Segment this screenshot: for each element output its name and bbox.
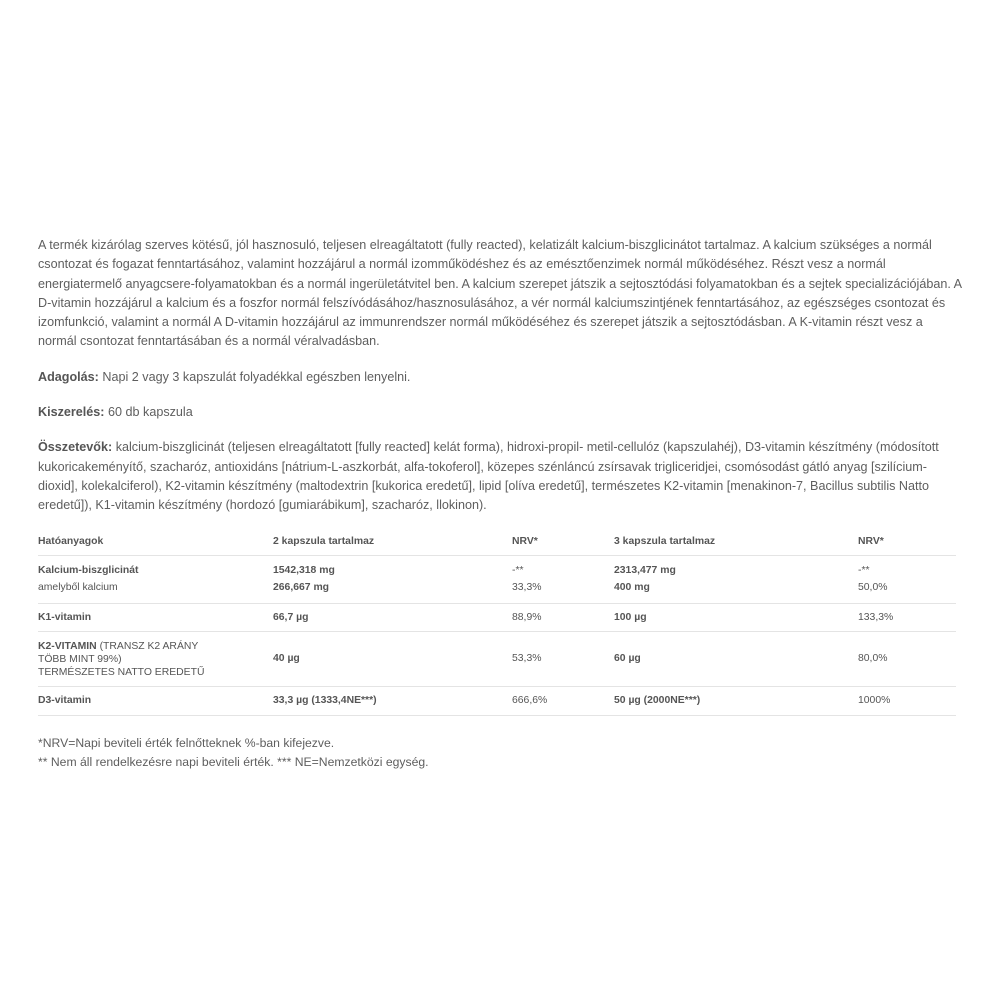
dosage-paragraph [38,368,962,387]
row-k2-name-line2: TÖBB MINT 99%) [38,653,122,665]
package-label: Kiszerelés: [38,405,105,420]
row-d3-nrv2: 666,6% [512,686,614,715]
ingredients-label: Összetevők: [38,440,113,455]
dosage-text: Napi 2 vagy 3 kapszulát folyadékkal egészben lenyelni. [98,369,411,384]
header-active-ingredients: Hatóanyagok [38,530,273,556]
header-3-capsules: 3 kapszula tartalmaz [614,530,858,556]
row-calcium-sub-amt2: 266,667 mg [273,579,512,604]
table-row [38,603,956,631]
table-row [38,686,956,715]
row-k2-nrv3: 80,0% [858,631,956,686]
row-k2-amt3: 60 µg [614,631,858,686]
ingredients-text: kalcium-biszglicinát (teljesen elreagáltatott [fully reacted] kelát forma), hidroxi-propil- metil-cellulóz (kapszulahéj), D3-vitamin készítmény (módosított kukoricakeményítő, szacharóz, antioxidáns [nátrium-L-aszkorbát, alfa-tokoferol], közepes szénláncú zsírsavak trigliceridjei, csomósodást gátló anyag [szilícium-dioxid], kolekalciferol), K2-vitamin készítmény (maltodextrin [kukorica eredetű], lipid [olíva eredetű], természetes K2-vitamin [menakinon-7, Bacillus subtilis Natto eredetű]), K1-vitamin készítmény (hordozó [gumiarábikum], szacharóz, llokinon). [38,440,939,513]
row-d3-name: D3-vitamin [38,686,273,715]
footnote-ne: ** Nem áll rendelkezésre napi beviteli érték. *** NE=Nemzetközi egység. [38,755,429,770]
package-paragraph [38,403,962,422]
row-calcium-nrv3: -** [858,564,870,576]
row-d3-amt2: 33,3 µg (1333,4NE***) [273,686,512,715]
row-k1-nrv2: 88,9% [512,603,614,631]
row-d3-nrv3: 1000% [858,686,956,715]
row-calcium-sub-amt3: 400 mg [614,579,858,604]
row-k2-name-rest1: (TRANSZ K2 ARÁNY [96,640,199,652]
row-calcium-amt3: 2313,477 mg [614,564,676,576]
row-k2-nrv2: 53,3% [512,631,614,686]
table-row [38,579,956,604]
row-calcium-sub-name: amelyből kalcium [38,579,273,604]
row-calcium-sub-nrv3: 50,0% [858,579,956,604]
row-k2-name-line3: TERMÉSZETES NATTO EREDETŰ [38,666,205,678]
footnote-nrv: *NRV=Napi beviteli érték felnőtteknek %-ban kifejezve. [38,735,335,750]
row-calcium-amt2: 1542,318 mg [273,564,335,576]
row-d3-amt3: 50 µg (2000NE***) [614,686,858,715]
nutrition-table [38,530,956,716]
ingredients-paragraph [38,438,962,515]
package-text: 60 db kapszula [104,405,193,420]
header-nrv-3: NRV* [858,530,956,556]
row-k1-name: K1-vitamin [38,603,273,631]
product-description: A termék kizárólag szerves kötésű, jól hasznosuló, teljesen elreagáltatott (fully reacted), kelatizált kalcium-biszglicinátot tartalmaz. A kalcium szükséges a normál csontozat és fogazat fenntartásához, valamint hozzájárul a normál izomműködéshez és az emésztőenzimek normál működéséhez. Részt vesz a normál energiatermelő anyagcsere-folyamatokban és a normál ingerületátvitel ben. A kalcium szerepet játszik a sejtosztódási folyamatokban és a sejtek specializációjában. A D-vitamin hozzájárul a kalcium és a foszfor normál felszívódásához/hasznosulásához, a vér normál kalciumszintjének fenntartásához, az egészséges csontozat és izomfunkció, valamint a normál A D-vitamin hozzájárul az immunrendszer normál működéséhez és szerepet játszik a sejtosztódásban. A K-vitamin részt vesz a normál csontozat fenntartásában és a normál véralvadásban. [38,238,962,349]
row-k1-amt3: 100 µg [614,603,858,631]
row-k1-amt2: 66,7 µg [273,603,512,631]
dosage-label: Adagolás: [38,369,99,384]
row-k2-name-bold: K2-VITAMIN [38,640,97,652]
row-calcium-name: Kalcium-biszglicinát [38,564,139,576]
row-calcium-sub-nrv2: 33,3% [512,579,614,604]
table-row [38,631,956,686]
row-k1-nrv3: 133,3% [858,603,956,631]
header-nrv-2: NRV* [512,530,614,556]
header-2-capsules: 2 kapszula tartalmaz [273,530,512,556]
row-k2-name [38,631,273,686]
table-header-row [38,530,956,556]
row-k2-amt2: 40 µg [273,631,512,686]
table-row [38,555,956,579]
footnotes [38,734,962,773]
product-details [38,236,962,773]
row-calcium-nrv2: -** [512,564,524,576]
